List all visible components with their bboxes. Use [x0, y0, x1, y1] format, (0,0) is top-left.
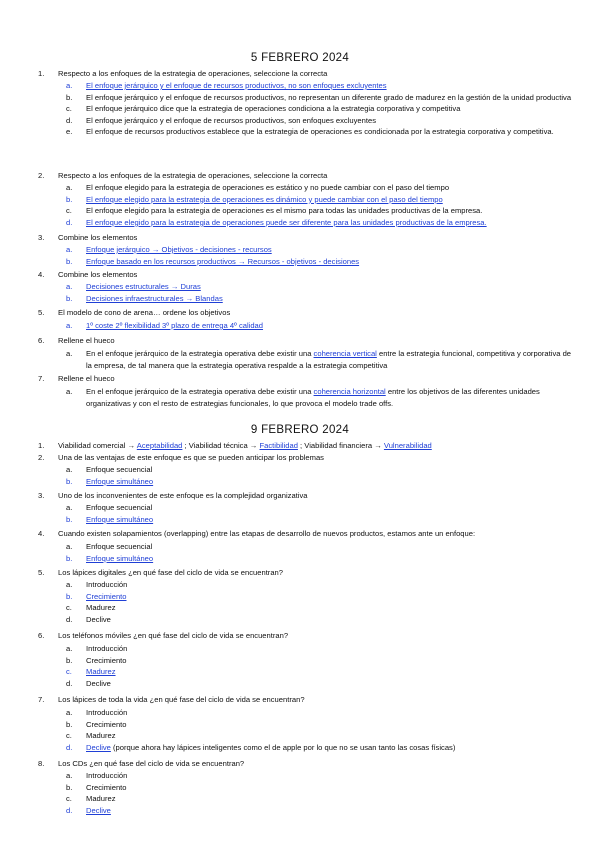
option-a: a. Enfoque jerárquico → Objetivos - decisiones - recursos: [66, 245, 272, 254]
question-text: Rellene el hueco: [58, 374, 115, 383]
options-q8-b: [38, 770, 578, 816]
filled-gap: coherencia horizontal: [313, 387, 386, 396]
option-d: d. Declive: [66, 678, 111, 688]
option-d: d. El enfoque elegido para la estrategia de operaciones puede ser diferente para las unidades productivas de la empresa.: [66, 217, 487, 227]
correct-answer: El enfoque elegido para la estrategia de operaciones puede ser diferente para las unidades productivas de la empresa.: [86, 217, 487, 227]
options-q3-b: [38, 502, 578, 525]
option-d: d. Declive (porque ahora hay lápices inteligentes como el de apple por lo que no se usan tanto las cosas físicas): [66, 742, 456, 752]
option-b: b. Enfoque simultáneo: [66, 514, 154, 524]
option-b: b. El enfoque jerárquico y el enfoque de recursos productivos, no representan un diferente grado de madurez en la gestión de la unidad productiva: [66, 92, 572, 102]
options-q6-b: [38, 643, 578, 689]
option-c: c. El enfoque jerárquico dice que la estrategia de operaciones condiciona a la estrategia corporativa y competitiva: [66, 104, 461, 114]
option-a: a. Enfoque secuencial: [66, 465, 153, 474]
option-d: d. El enfoque jerárquico y el enfoque de recursos productivos, son enfoques excluyentes: [66, 115, 377, 125]
options-q4: [38, 281, 578, 304]
option-d: d. Declive: [66, 614, 111, 624]
option-a: a. Introducción: [66, 771, 128, 780]
question-3: 3. Combine los elementos: [38, 232, 578, 244]
question-6-b: 6. Los teléfonos móviles ¿en qué fase del ciclo de vida se encuentran?: [38, 630, 578, 642]
question-text: Una de las ventajas de este enfoque es que se pueden anticipar los problemas: [58, 453, 324, 462]
question-6: 6. Rellene el hueco: [38, 335, 578, 347]
question-7: 7. Rellene el hueco: [38, 373, 578, 385]
question-8-b: 8. Los CDs ¿en qué fase del ciclo de vida se encuentran?: [38, 758, 578, 770]
options-q5: [38, 320, 578, 332]
option-a: a. Introducción: [66, 580, 128, 589]
option-b: b. El enfoque elegido para la estrategia de operaciones es dinámico y puede cambiar con el paso del tiempo: [66, 194, 443, 204]
option-a: a. 1º coste 2º flexibilidad 3º plazo de entrega 4º calidad: [66, 321, 264, 330]
options-q7: [38, 386, 578, 409]
option-b: b. Enfoque simultáneo: [66, 476, 154, 486]
question-text: Los teléfonos móviles ¿en qué fase del ciclo de vida se encuentran?: [58, 631, 289, 640]
option-b: b. Crecimiento: [66, 591, 127, 601]
option-a: a. El enfoque jerárquico y el enfoque de recursos productivos, no son enfoques excluyentes: [66, 81, 387, 90]
correct-answer: El enfoque jerárquico y el enfoque de recursos productivos, no son enfoques excluyentes: [86, 81, 387, 90]
correct-answer: El enfoque elegido para la estrategia de operaciones es dinámico y puede cambiar con el paso del tiempo: [86, 194, 443, 204]
options-q5-b: [38, 579, 578, 625]
options-q2-b: [38, 464, 578, 487]
option-e: e. El enfoque de recursos productivos establece que la estrategia de operaciones es condicionada por la estrategia corporativa y competitiva.: [66, 127, 554, 137]
option-c: c. El enfoque elegido para la estrategia de operaciones es el mismo para todas las unidades productivas de la empresa.: [66, 206, 483, 216]
question-4: 4. Combine los elementos: [38, 269, 578, 281]
option-a: a. Introducción: [66, 644, 128, 653]
options-q4-b: [38, 541, 578, 564]
option-c: c. Madurez: [66, 731, 116, 741]
option-b: b. Crecimiento: [66, 719, 127, 729]
question-1: 1. Respecto a los enfoques de la estrategia de operaciones, seleccione la correcta: [38, 68, 578, 80]
option-c: c. Madurez: [66, 603, 116, 613]
question-text: El modelo de cono de arena… ordene los objetivos: [58, 308, 231, 317]
question-text: Combine los elementos: [58, 233, 138, 242]
question-3-b: 3. Uno de los inconvenientes de este enfoque es la complejidad organizativa: [38, 490, 578, 502]
question-text: Uno de los inconvenientes de este enfoque es la complejidad organizativa: [58, 491, 308, 500]
question-text: Los lápices de toda la vida ¿en qué fase del ciclo de vida se encuentran?: [58, 695, 305, 704]
question-2-b: 2. Una de las ventajas de este enfoque es que se pueden anticipar los problemas: [38, 452, 578, 464]
options-q6: [38, 348, 578, 371]
question-1-b: 1. Viabilidad comercial → Aceptabilidad ; Viabilidad técnica → Factibilidad ; Viabilidad financiera → Vulnerabilidad: [38, 441, 432, 450]
question-7-b: 7. Los lápices de toda la vida ¿en qué fase del ciclo de vida se encuentran?: [38, 694, 578, 706]
option-a: a. Enfoque secuencial: [66, 542, 153, 551]
option-d: d. Declive: [66, 805, 111, 815]
section-title-5-febrero: 5 FEBRERO 2024: [250, 52, 350, 64]
question-4-b: 4. Cuando existen solapamientos (overlapping) entre las etapas de desarrollo de nuevos productos, estamos ante un enfoque:: [38, 528, 578, 540]
option-c: c. Madurez: [66, 667, 116, 677]
option-a: a. En el enfoque jerárquico de la estrategia operativa debe existir una coherencia vertical entre la estrategia funcional, competitiva y corporativa de la empresa, de tal manera que la estrategia operativa respalde a la estrategia competitiva: [66, 349, 572, 370]
option-a: a. Introducción: [66, 708, 128, 717]
question-5-b: 5. Los lápices digitales ¿en qué fase del ciclo de vida se encuentran?: [38, 567, 578, 579]
option-b: b. Crecimiento: [66, 655, 127, 665]
question-text: Rellene el hueco: [58, 336, 115, 345]
question-2: 2. Respecto a los enfoques de la estrategia de operaciones, seleccione la correcta: [38, 170, 578, 182]
option-b: b. Decisiones infraestructurales → Blandas: [66, 293, 223, 303]
options-q1: [38, 80, 578, 138]
question-text: Cuando existen solapamientos (overlapping) entre las etapas de desarrollo de nuevos productos, estamos ante un enfoque:: [58, 529, 476, 538]
options-q2: [38, 182, 578, 228]
options-q3: [38, 244, 578, 267]
question-text: Los lápices digitales ¿en qué fase del ciclo de vida se encuentran?: [58, 568, 284, 577]
question-text: Combine los elementos: [58, 270, 138, 279]
option-b: b. Crecimiento: [66, 782, 127, 792]
question-text: Respecto a los enfoques de la estrategia de operaciones, seleccione la correcta: [58, 171, 328, 180]
question-text: Respecto a los enfoques de la estrategia de operaciones, seleccione la correcta: [58, 69, 328, 78]
option-b: b. Enfoque basado en los recursos productivos → Recursos - objetivos - decisiones: [66, 256, 360, 266]
option-a: a. Enfoque secuencial: [66, 503, 153, 512]
option-a: a. Decisiones estructurales → Duras: [66, 282, 201, 291]
question-5: 5. El modelo de cono de arena… ordene los objetivos: [38, 307, 578, 319]
question-text: Los CDs ¿en qué fase del ciclo de vida se encuentran?: [58, 759, 245, 768]
section-title-9-febrero: 9 FEBRERO 2024: [250, 424, 350, 436]
option-a: a. El enfoque elegido para la estrategia de operaciones es estático y no puede cambiar con el paso del tiempo: [66, 183, 450, 192]
options-q7-b: [38, 707, 578, 753]
option-c: c. Madurez: [66, 794, 116, 804]
filled-gap: coherencia vertical: [313, 349, 377, 358]
option-a: a. En el enfoque jerárquico de la estrategia operativa debe existir una coherencia horizontal entre los objetivos de las diferentes unidades organizativas y con el resto de estrategias funcionales, lo que provoca el modelo trade offs.: [66, 387, 540, 408]
option-b: b. Enfoque simultáneo: [66, 553, 154, 563]
